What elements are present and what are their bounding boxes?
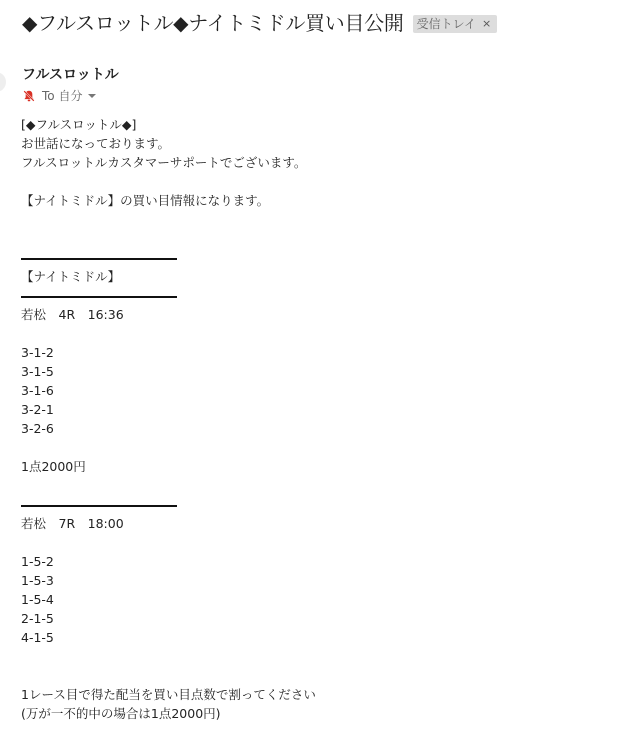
caret-down-icon[interactable]	[88, 94, 96, 98]
inbox-label-chip[interactable]	[413, 15, 498, 33]
body-line: お世話になっております。	[21, 136, 171, 151]
blank-line	[21, 476, 601, 495]
section-title: 【ナイトミドル】	[21, 269, 121, 284]
blank-line	[21, 438, 601, 457]
blank-line	[21, 324, 601, 343]
inbox-label-text: 受信トレイ	[416, 17, 476, 31]
email-body	[21, 115, 601, 723]
race-pick: 3-1-5	[21, 364, 54, 379]
divider-rule	[21, 248, 177, 267]
race-stake: 1点2000円	[21, 459, 86, 474]
race-header: 若松 4R 16:36	[21, 307, 124, 322]
body-intro: 【ナイトミドル】の買い目情報になります。	[21, 193, 270, 208]
race-pick: 1-5-2	[21, 554, 54, 569]
blank-line	[21, 666, 601, 685]
bell-off-icon	[22, 89, 36, 103]
divider-rule	[21, 495, 177, 514]
sender-name[interactable]: フルスロットル	[22, 67, 119, 83]
race-pick: 4-1-5	[21, 630, 54, 645]
race-pick: 2-1-5	[21, 611, 54, 626]
race-pick: 1-5-4	[21, 592, 54, 607]
blank-line	[21, 172, 601, 191]
blank-line	[21, 533, 601, 552]
race-pick: 1-5-3	[21, 573, 54, 588]
remove-label-icon[interactable]: ×	[481, 17, 492, 30]
recipient-details-toggle[interactable]	[22, 88, 96, 104]
footer-line: (万が一不的中の場合は1点2000円)	[21, 706, 221, 721]
email-subject-row	[22, 9, 497, 37]
footer-line: 1レース目で得た配当を買い目点数で割ってください	[21, 687, 316, 702]
sender-avatar	[0, 72, 6, 92]
body-line: フルスロットルカスタマーサポートでございます。	[21, 155, 307, 170]
email-subject: ◆フルスロットル◆ナイトミドル買い目公開	[22, 11, 404, 35]
race-pick: 3-1-6	[21, 383, 54, 398]
blank-line	[21, 210, 601, 229]
divider-rule	[21, 286, 177, 305]
recipient-text: To 自分	[42, 89, 83, 103]
body-line: [◆フルスロットル◆]	[21, 117, 137, 132]
blank-line	[21, 229, 601, 248]
race-header: 若松 7R 18:00	[21, 516, 124, 531]
race-pick: 3-2-1	[21, 402, 54, 417]
race-pick: 3-1-2	[21, 345, 54, 360]
race-pick: 3-2-6	[21, 421, 54, 436]
blank-line	[21, 647, 601, 666]
